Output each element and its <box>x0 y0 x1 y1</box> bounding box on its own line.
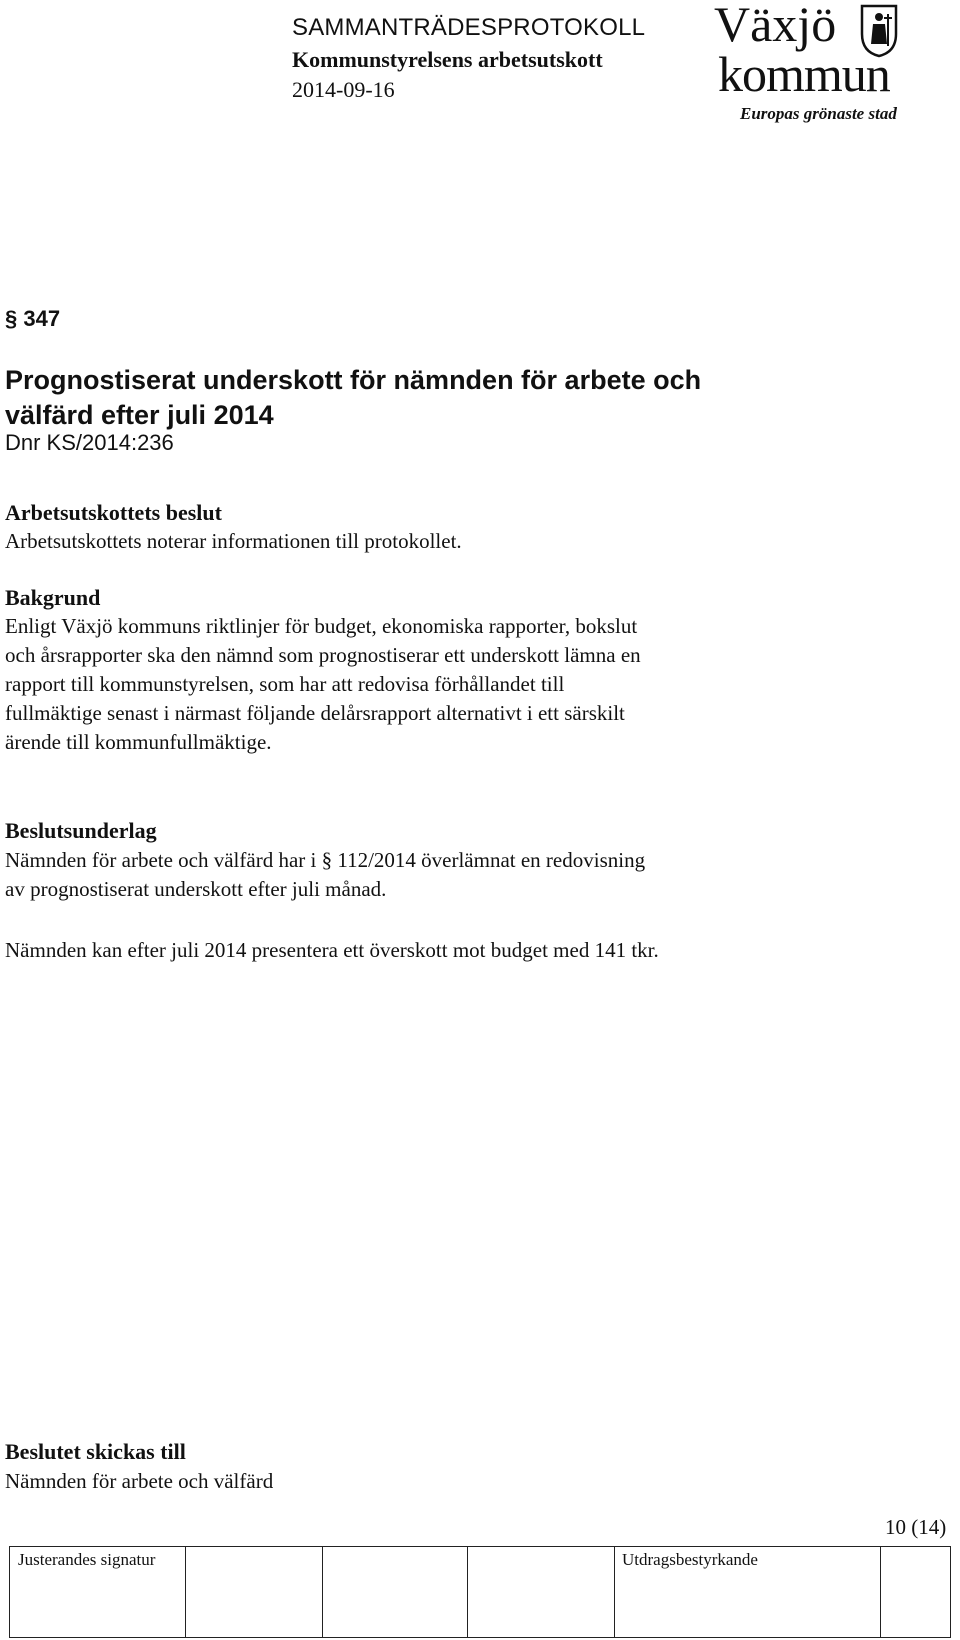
background-paragraph <box>5 612 641 757</box>
signature-cell <box>322 1547 468 1637</box>
signature-label: Justerandes signatur <box>18 1550 156 1569</box>
background-heading: Bakgrund <box>5 585 101 610</box>
sent-to-heading: Beslutet skickas till <box>5 1439 186 1464</box>
sent-to-recipient: Nämnden för arbete och välfärd <box>5 1469 274 1493</box>
logo-text-kommun: kommun <box>718 46 890 102</box>
background-line: och årsrapporter ska den nämnd som prognostiserar ett underskott lämna en <box>5 643 641 667</box>
basis-line: Nämnden för arbete och välfärd har i § 112/2014 överlämnat en redovisning <box>5 848 646 872</box>
basis-heading: Beslutsunderlag <box>5 818 157 843</box>
basis-extra: Nämnden kan efter juli 2014 presentera ett överskott mot budget med 141 tkr. <box>5 938 659 962</box>
background-line: ärende till kommunfullmäktige. <box>5 730 272 754</box>
logo-tagline: Europas grönaste stad <box>740 104 897 123</box>
certification-label: Utdragsbestyrkande <box>622 1550 758 1569</box>
decision-text: Arbetsutskottets noterar informationen till protokollet. <box>5 529 462 553</box>
section-title-line: Prognostiserat underskott för nämnden för arbete och <box>5 365 702 395</box>
municipality-logo <box>714 0 954 132</box>
background-line: rapport till kommunstyrelsen, som har att redovisa förhållandet till <box>5 672 565 696</box>
signature-cell <box>467 1547 615 1637</box>
background-line: Enligt Växjö kommuns riktlinjer för budget, ekonomiska rapporter, bokslut <box>5 614 638 638</box>
background-line: fullmäktige senast i närmast följande delårsrapport alternativt i ett särskilt <box>5 701 625 725</box>
section-title-line: välfärd efter juli 2014 <box>5 400 274 430</box>
section-number: § 347 <box>5 306 61 331</box>
signature-cell <box>185 1547 323 1637</box>
case-number: Dnr KS/2014:236 <box>5 430 174 455</box>
section-title <box>5 363 701 433</box>
decision-heading: Arbetsutskottets beslut <box>5 500 222 525</box>
protocol-title: SAMMANTRÄDESPROTOKOLL <box>292 14 646 41</box>
protocol-body: Kommunstyrelsens arbetsutskott <box>292 47 603 72</box>
basis-line: av prognostiserat underskott efter juli månad. <box>5 877 387 901</box>
page-number: 10 (14) <box>885 1515 947 1539</box>
basis-paragraph <box>5 846 645 904</box>
logo-text-vaxjo: Växjö <box>714 0 837 52</box>
protocol-date: 2014-09-16 <box>292 77 395 102</box>
